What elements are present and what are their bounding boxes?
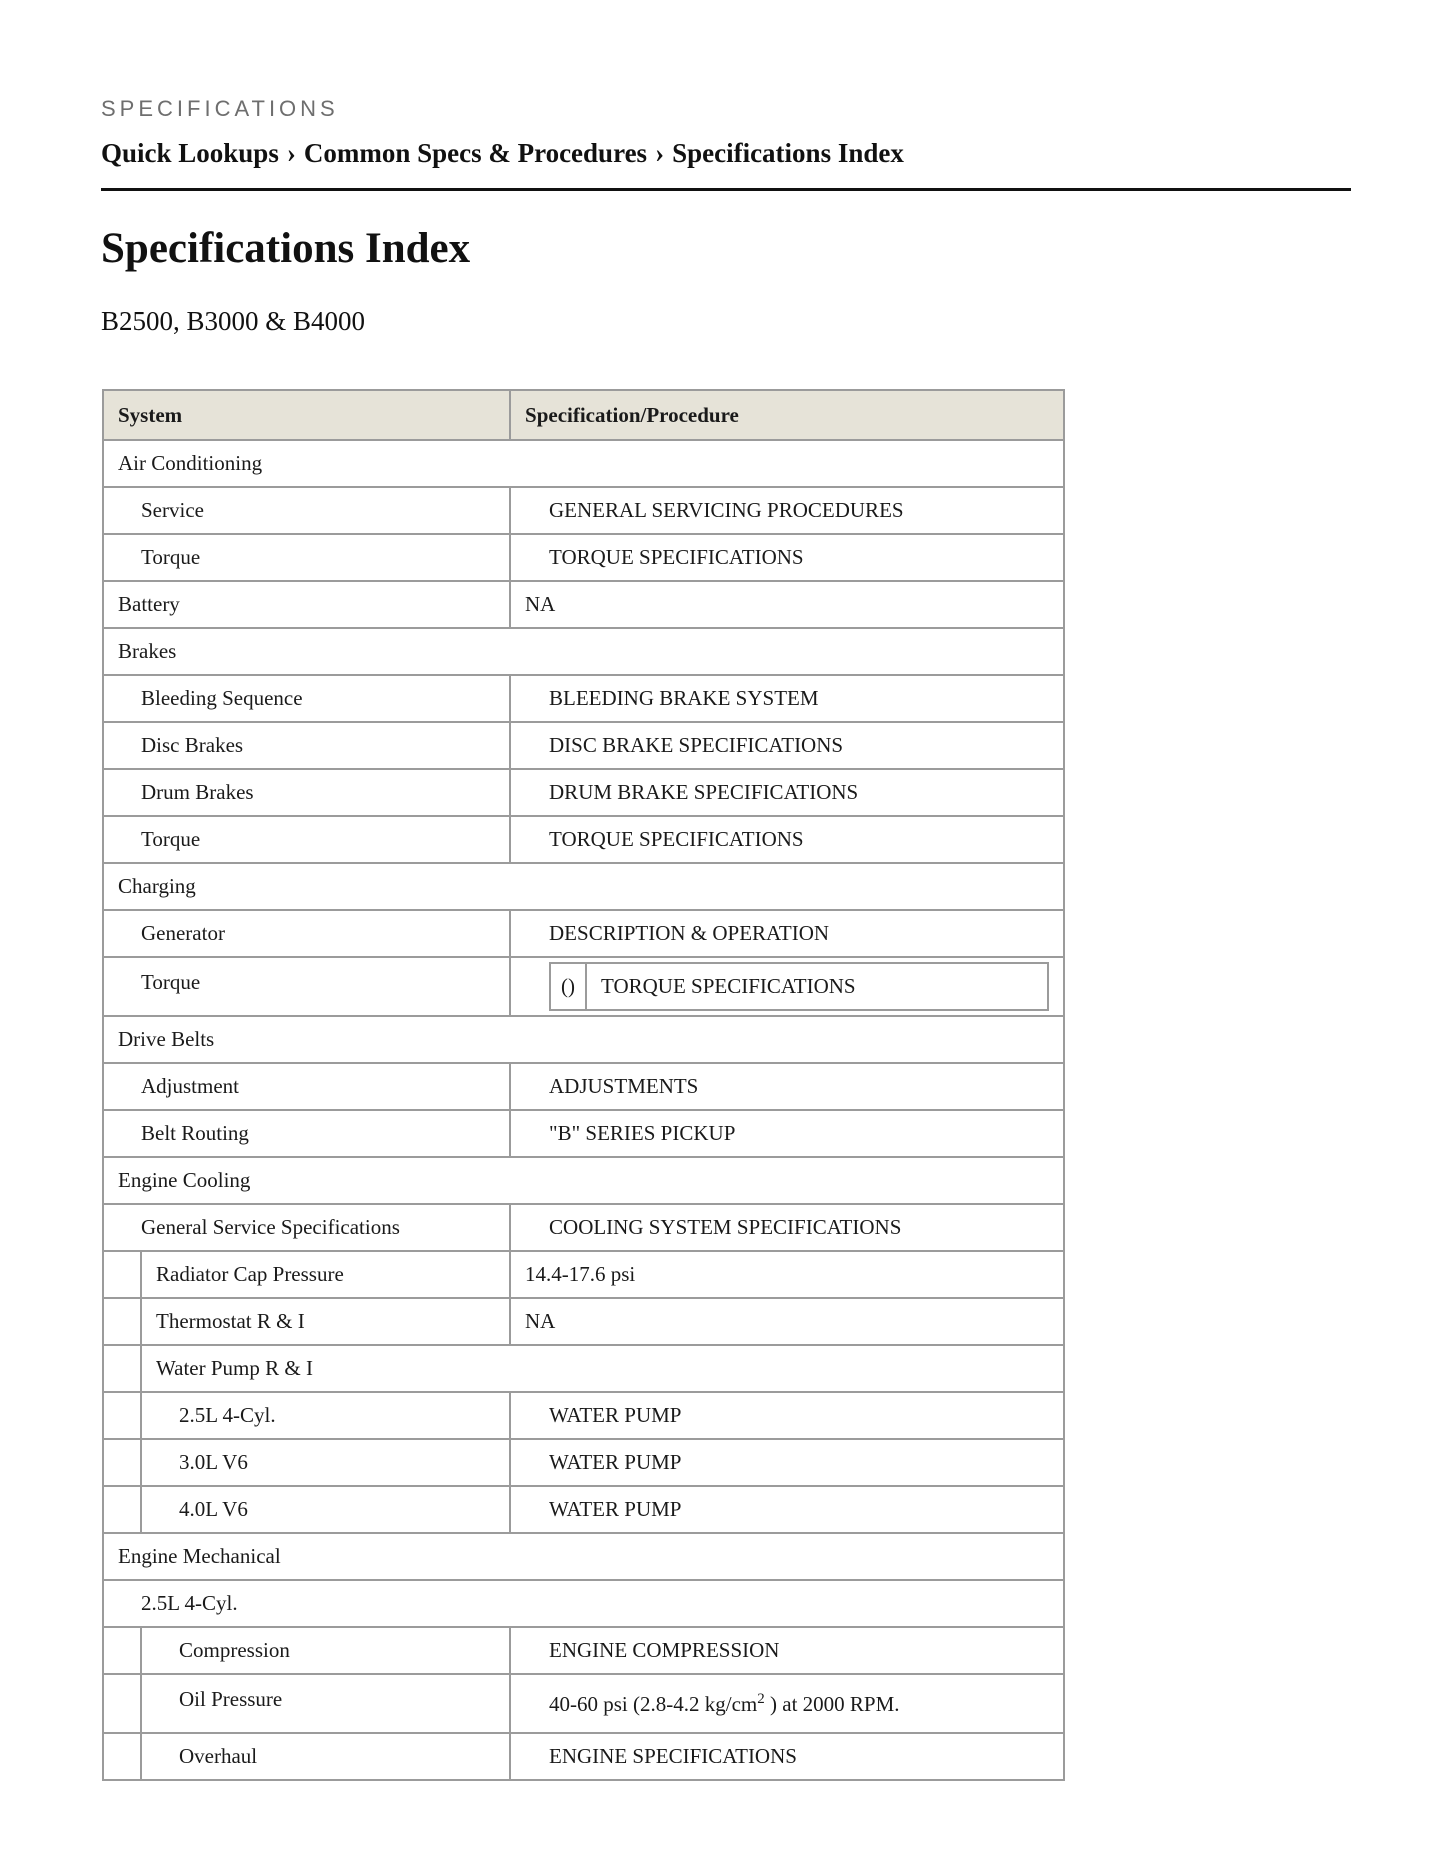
indent-gutter xyxy=(103,1627,141,1674)
table-row xyxy=(103,440,1064,487)
spec-link[interactable]: DRUM BRAKE SPECIFICATIONS xyxy=(510,769,1064,816)
table-row xyxy=(103,534,1064,581)
system-subgroup-cell: Water Pump R & I xyxy=(141,1345,1064,1392)
table-row xyxy=(103,816,1064,863)
page-subtitle: B2500, B3000 & B4000 xyxy=(101,306,366,336)
spec-value-superscript: 2 xyxy=(757,1690,765,1707)
table-row xyxy=(103,1733,1064,1780)
table-row xyxy=(103,1063,1064,1110)
system-cell: Drum Brakes xyxy=(103,769,510,816)
table-header-row xyxy=(103,390,1064,440)
table-row xyxy=(103,581,1064,628)
table-row xyxy=(103,1298,1064,1345)
header-divider xyxy=(101,188,1351,191)
column-header-specification: Specification/Procedure xyxy=(510,390,1064,440)
column-header-system: System xyxy=(103,390,510,440)
system-cell: General Service Specifications xyxy=(103,1204,510,1251)
table-row xyxy=(103,1392,1064,1439)
spec-value-tail: ) at 2000 RPM. xyxy=(764,1691,900,1716)
table-row xyxy=(103,1580,1064,1627)
system-cell: Thermostat R & I xyxy=(141,1298,510,1345)
spec-value-text: 40-60 psi (2.8-4.2 kg/cm xyxy=(549,1691,758,1716)
indent-gutter xyxy=(103,1345,141,1392)
system-cell: Compression xyxy=(141,1627,510,1674)
indent-gutter xyxy=(103,1733,141,1780)
system-subgroup-cell: 2.5L 4-Cyl. xyxy=(103,1580,1064,1627)
breadcrumb-link-quick-lookups[interactable]: Quick Lookups xyxy=(101,138,279,168)
indent-gutter xyxy=(103,1251,141,1298)
table-row xyxy=(103,863,1064,910)
system-group-cell: Air Conditioning xyxy=(103,440,1064,487)
table-row xyxy=(103,910,1064,957)
table-row xyxy=(103,1204,1064,1251)
table-row xyxy=(103,675,1064,722)
spec-value: 14.4-17.6 psi xyxy=(510,1251,1064,1298)
system-cell: Overhaul xyxy=(141,1733,510,1780)
table-row xyxy=(103,1251,1064,1298)
table-row xyxy=(103,1157,1064,1204)
table-row xyxy=(103,1486,1064,1533)
table-row xyxy=(103,722,1064,769)
table-row xyxy=(103,1533,1064,1580)
spec-link[interactable]: GENERAL SERVICING PROCEDURES xyxy=(510,487,1064,534)
indent-gutter xyxy=(103,1674,141,1733)
indent-gutter xyxy=(103,1486,141,1533)
spec-link[interactable]: BLEEDING BRAKE SYSTEM xyxy=(510,675,1064,722)
breadcrumb-separator: › xyxy=(286,138,296,168)
system-cell: 2.5L 4-Cyl. xyxy=(141,1392,510,1439)
nested-index: () xyxy=(550,963,586,1010)
spec-link[interactable]: TORQUE SPECIFICATIONS xyxy=(510,816,1064,863)
system-cell: Bleeding Sequence xyxy=(103,675,510,722)
indent-gutter xyxy=(103,1298,141,1345)
breadcrumb-separator: › xyxy=(655,138,665,168)
system-group-cell: Engine Mechanical xyxy=(103,1533,1064,1580)
spec-link[interactable]: ENGINE SPECIFICATIONS xyxy=(510,1733,1064,1780)
table-row xyxy=(103,957,1064,1016)
system-group-cell: Charging xyxy=(103,863,1064,910)
spec-link[interactable]: ENGINE COMPRESSION xyxy=(510,1627,1064,1674)
spec-link[interactable]: DISC BRAKE SPECIFICATIONS xyxy=(510,722,1064,769)
table-row xyxy=(103,487,1064,534)
system-cell: Radiator Cap Pressure xyxy=(141,1251,510,1298)
table-row xyxy=(103,1345,1064,1392)
breadcrumb-current: Specifications Index xyxy=(672,138,904,168)
spec-link[interactable]: "B" SERIES PICKUP xyxy=(510,1110,1064,1157)
system-cell: Belt Routing xyxy=(103,1110,510,1157)
spec-link[interactable]: TORQUE SPECIFICATIONS xyxy=(510,534,1064,581)
system-group-cell: Drive Belts xyxy=(103,1016,1064,1063)
table-row xyxy=(103,1439,1064,1486)
nested-row xyxy=(550,963,1048,1010)
system-cell: Generator xyxy=(103,910,510,957)
indent-gutter xyxy=(103,1392,141,1439)
system-cell: Oil Pressure xyxy=(141,1674,510,1733)
spec-value: NA xyxy=(510,581,1064,628)
table-row xyxy=(103,1627,1064,1674)
breadcrumb xyxy=(101,138,904,169)
spec-link[interactable]: TORQUE SPECIFICATIONS xyxy=(586,963,1048,1010)
system-cell: Torque xyxy=(103,816,510,863)
table-row xyxy=(103,1674,1064,1733)
section-eyebrow: SPECIFICATIONS xyxy=(101,96,339,121)
page-title: Specifications Index xyxy=(101,225,471,272)
spec-link[interactable]: DESCRIPTION & OPERATION xyxy=(510,910,1064,957)
spec-value: NA xyxy=(510,1298,1064,1345)
system-cell: Torque xyxy=(103,957,510,1016)
nested-spec-table xyxy=(549,962,1049,1011)
spec-link[interactable]: WATER PUMP xyxy=(510,1439,1064,1486)
system-cell: 4.0L V6 xyxy=(141,1486,510,1533)
table-row xyxy=(103,769,1064,816)
table-row xyxy=(103,1016,1064,1063)
spec-link[interactable]: ADJUSTMENTS xyxy=(510,1063,1064,1110)
system-group-cell: Engine Cooling xyxy=(103,1157,1064,1204)
spec-value xyxy=(510,1674,1064,1733)
system-cell: Disc Brakes xyxy=(103,722,510,769)
system-group-cell: Brakes xyxy=(103,628,1064,675)
spec-nested-cell xyxy=(510,957,1064,1016)
system-cell: Service xyxy=(103,487,510,534)
table-row xyxy=(103,1110,1064,1157)
spec-link[interactable]: WATER PUMP xyxy=(510,1392,1064,1439)
spec-link[interactable]: WATER PUMP xyxy=(510,1486,1064,1533)
breadcrumb-link-common-specs[interactable]: Common Specs & Procedures xyxy=(303,138,648,168)
system-cell: 3.0L V6 xyxy=(141,1439,510,1486)
system-cell: Battery xyxy=(103,581,510,628)
specifications-table xyxy=(102,389,1065,1781)
system-cell: Torque xyxy=(103,534,510,581)
table-row xyxy=(103,628,1064,675)
system-cell: Adjustment xyxy=(103,1063,510,1110)
indent-gutter xyxy=(103,1439,141,1486)
spec-link[interactable]: COOLING SYSTEM SPECIFICATIONS xyxy=(510,1204,1064,1251)
